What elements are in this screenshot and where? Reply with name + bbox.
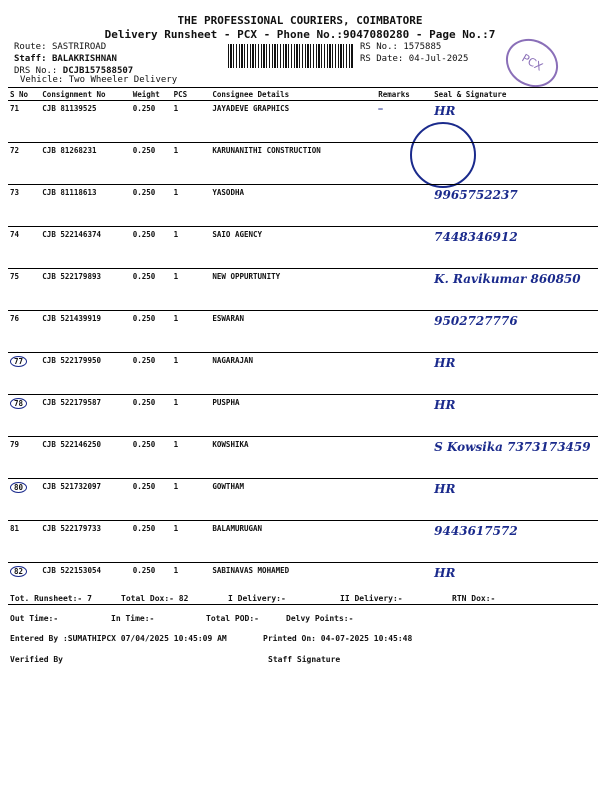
- in-time: In Time:-: [111, 614, 155, 623]
- signature-cell-text: 7448346912: [434, 230, 518, 244]
- sno-cell: [8, 143, 40, 185]
- sno-cell-text: 78: [10, 398, 27, 409]
- col-signature: Seal & Signature: [432, 88, 598, 101]
- vehicle: Vehicle: Two Wheeler Delivery: [20, 75, 178, 85]
- consignment-cell: [40, 353, 130, 395]
- total-pod: Total POD:-: [206, 614, 259, 623]
- consignee-cell-text: KOWSHIKA: [212, 440, 249, 449]
- signature-cell-text: HR: [434, 104, 456, 118]
- consignee-cell-text: PUSPHA: [212, 398, 240, 407]
- table-row: [8, 101, 598, 143]
- rs-no-value: 1575885: [403, 42, 442, 52]
- consignee-cell: [210, 311, 376, 353]
- signature-cell: [432, 185, 598, 227]
- remarks-cell: [376, 227, 432, 269]
- rtn-dox: RTN Dox:-: [452, 594, 496, 603]
- sno-cell: [8, 395, 40, 437]
- table-row: [8, 353, 598, 395]
- pcs-cell: [172, 101, 211, 143]
- weight-cell-text: 0.250: [132, 314, 156, 323]
- sno-cell: [8, 353, 40, 395]
- weight-cell-text: 0.250: [132, 188, 156, 197]
- consignment-cell-text: CJB 522179893: [42, 272, 101, 281]
- consignee-cell: [210, 521, 376, 563]
- sno-cell-text: 76: [10, 314, 20, 323]
- pcs-cell: [172, 521, 211, 563]
- table-row: [8, 521, 598, 563]
- weight-cell-text: 0.250: [132, 440, 156, 449]
- consignment-cell-text: CJB 521439919: [42, 314, 101, 323]
- consignee-cell: [210, 437, 376, 479]
- signature-cell-text: K. Ravikumar 860850: [434, 272, 581, 286]
- signature-cell: [432, 353, 598, 395]
- col-sno: S No: [8, 88, 40, 101]
- consignment-cell-text: CJB 522146250: [42, 440, 101, 449]
- pcs-cell: [172, 479, 211, 521]
- table-row: [8, 227, 598, 269]
- staff-signature: Staff Signature: [268, 655, 341, 664]
- pcs-cell-text: 1: [173, 482, 179, 491]
- signature-cell: [432, 143, 598, 185]
- remarks-cell: [376, 479, 432, 521]
- col-remarks: Remarks: [376, 88, 432, 101]
- signature-cell: [432, 227, 598, 269]
- pcs-cell-text: 1: [173, 440, 179, 449]
- weight-cell: [131, 143, 172, 185]
- consignment-cell-text: CJB 522146374: [42, 230, 101, 239]
- table-row: [8, 395, 598, 437]
- signature-cell: [432, 101, 598, 143]
- pcs-cell-text: 1: [173, 272, 179, 281]
- remarks-cell: [376, 437, 432, 479]
- table-header-row: [8, 88, 598, 101]
- pcs-cell: [172, 395, 211, 437]
- remarks-cell: [376, 185, 432, 227]
- table-row: [8, 437, 598, 479]
- consignee-cell-text: GOWTHAM: [212, 482, 244, 491]
- consignment-cell: [40, 269, 130, 311]
- consignment-cell-text: CJB 522179733: [42, 524, 101, 533]
- rs-no-label: RS No.:: [360, 42, 398, 52]
- consignee-cell-text: JAYADEVE GRAPHICS: [212, 104, 290, 113]
- consignee-cell-text: BALAMURUGAN: [212, 524, 263, 533]
- consignee-cell: [210, 269, 376, 311]
- company-title: THE PROFESSIONAL COURIERS, COIMBATORE: [177, 14, 423, 27]
- rs-date-value: 04-Jul-2025: [408, 54, 469, 64]
- signature-cell-text: HR: [434, 398, 456, 412]
- weight-cell: [131, 101, 172, 143]
- weight-cell: [131, 353, 172, 395]
- drs-label: DRS No.:: [14, 66, 58, 76]
- pcs-cell-text: 1: [173, 566, 179, 575]
- remarks-cell: [376, 395, 432, 437]
- sno-cell-text: 81: [10, 524, 20, 533]
- pcs-cell: [172, 437, 211, 479]
- entered-by: Entered By :SUMATHIPCX 07/04/2025 10:45:09 AM: [10, 634, 227, 643]
- consignment-cell: [40, 311, 130, 353]
- signature-cell-text: 9965752237: [434, 188, 518, 202]
- remarks-cell: [376, 353, 432, 395]
- consignment-cell-text: CJB 81268231: [42, 146, 97, 155]
- pcs-cell: [172, 269, 211, 311]
- consignee-cell: [210, 185, 376, 227]
- weight-cell-text: 0.250: [132, 146, 156, 155]
- table-row: [8, 269, 598, 311]
- ii-delivery: II Delivery:-: [340, 594, 403, 603]
- col-consignee: Consignee Details: [210, 88, 376, 101]
- weight-cell: [131, 269, 172, 311]
- sno-cell: [8, 227, 40, 269]
- route-value: SASTRIROAD: [51, 42, 107, 52]
- signature-cell: [432, 479, 598, 521]
- signature-cell: [432, 311, 598, 353]
- pcs-cell: [172, 185, 211, 227]
- weight-cell: [131, 479, 172, 521]
- consignment-cell: [40, 143, 130, 185]
- verified-by: Verified By: [10, 655, 63, 664]
- tot-runsheet: Tot. Runsheet:- 7: [10, 594, 92, 603]
- sno-cell-text: 73: [10, 188, 20, 197]
- pcs-cell-text: 1: [173, 356, 179, 365]
- weight-cell-text: 0.250: [132, 104, 156, 113]
- weight-cell-text: 0.250: [132, 230, 156, 239]
- consignee-cell: [210, 353, 376, 395]
- signature-cell-text: S Kowsika 7373173459: [434, 440, 591, 454]
- i-delivery: I Delivery:-: [228, 594, 286, 603]
- weight-cell-text: 0.250: [132, 398, 156, 407]
- consignee-cell-text: ESWARAN: [212, 314, 244, 323]
- pcs-cell-text: 1: [173, 524, 179, 533]
- consignment-cell-text: CJB 522179587: [42, 398, 101, 407]
- signature-cell-text: 9502727776: [434, 314, 518, 328]
- staff-value: BALAKRISHNAN: [51, 54, 117, 64]
- consignment-cell: [40, 185, 130, 227]
- col-weight: Weight: [131, 88, 172, 101]
- remarks-cell: [376, 143, 432, 185]
- consignment-cell-text: CJB 522179950: [42, 356, 101, 365]
- sno-cell-text: 74: [10, 230, 20, 239]
- sno-cell: [8, 437, 40, 479]
- pcx-stamp: PCX: [497, 30, 567, 97]
- consignment-cell: [40, 479, 130, 521]
- pcs-cell: [172, 311, 211, 353]
- sno-cell-text: 75: [10, 272, 20, 281]
- weight-cell: [131, 227, 172, 269]
- weight-cell-text: 0.250: [132, 566, 156, 575]
- consignment-cell: [40, 101, 130, 143]
- sno-cell: [8, 101, 40, 143]
- staff-label: Staff:: [14, 54, 47, 64]
- signature-cell-text: 9443617572: [434, 524, 518, 538]
- signature-cell: [432, 437, 598, 479]
- signature-cell-text: HR: [434, 566, 456, 580]
- consignment-cell: [40, 395, 130, 437]
- pcs-cell: [172, 227, 211, 269]
- signature-cell-text: HR: [434, 482, 456, 496]
- consignee-cell: [210, 395, 376, 437]
- sno-cell: [8, 269, 40, 311]
- consignee-cell: [210, 101, 376, 143]
- consignee-cell-text: SABINAVAS MOHAMED: [212, 566, 290, 575]
- consignee-cell: [210, 479, 376, 521]
- consignee-cell-text: NEW OPPURTUNITY: [212, 272, 281, 281]
- consignment-cell: [40, 521, 130, 563]
- route: [14, 42, 106, 52]
- runsheet-title: Delivery Runsheet - PCX - Phone No.:9047080280 - Page No.:7: [104, 28, 496, 41]
- remarks-cell-text: —: [378, 104, 383, 113]
- drs-value: DCJB157588507: [62, 66, 134, 76]
- weight-cell: [131, 395, 172, 437]
- table-row: [8, 143, 598, 185]
- sno-cell-text: 79: [10, 440, 20, 449]
- out-time: Out Time:-: [10, 614, 59, 623]
- pcs-cell-text: 1: [173, 146, 179, 155]
- consignee-cell-text: YASODHA: [212, 188, 244, 197]
- sno-cell-text: 77: [10, 356, 27, 367]
- sno-cell-text: 72: [10, 146, 20, 155]
- weight-cell-text: 0.250: [132, 524, 156, 533]
- consignment-cell: [40, 227, 130, 269]
- printed-on: Printed On: 04-07-2025 10:45:48: [263, 634, 413, 643]
- consignment-cell: [40, 437, 130, 479]
- weight-cell: [131, 437, 172, 479]
- rs-no: [360, 42, 441, 52]
- runsheet-table: [8, 87, 598, 605]
- signature-cell-text: HR: [434, 356, 456, 370]
- pcs-cell-text: 1: [173, 398, 179, 407]
- sno-cell: [8, 479, 40, 521]
- sno-cell-text: 80: [10, 482, 27, 493]
- consignment-cell-text: CJB 522153054: [42, 566, 101, 575]
- route-label: Route:: [14, 42, 47, 52]
- weight-cell: [131, 521, 172, 563]
- consignee-cell: [210, 143, 376, 185]
- pcs-cell: [172, 143, 211, 185]
- barcode-graphic: [228, 44, 354, 68]
- pcs-cell-text: 1: [173, 230, 179, 239]
- remarks-cell: [376, 101, 432, 143]
- weight-cell-text: 0.250: [132, 356, 156, 365]
- pcs-cell-text: 1: [173, 188, 179, 197]
- sno-cell: [8, 521, 40, 563]
- remarks-cell: [376, 269, 432, 311]
- weight-cell: [131, 311, 172, 353]
- table-row: [8, 479, 598, 521]
- pcs-cell: [172, 353, 211, 395]
- table-row: [8, 563, 598, 605]
- sno-cell-text: 82: [10, 566, 27, 577]
- remarks-cell: [376, 521, 432, 563]
- consignment-cell-text: CJB 521732097: [42, 482, 101, 491]
- weight-cell: [131, 185, 172, 227]
- col-consignment: Consignment No: [40, 88, 130, 101]
- pcs-cell-text: 1: [173, 104, 179, 113]
- staff: [14, 54, 117, 64]
- weight-cell-text: 0.250: [132, 272, 156, 281]
- sno-cell: [8, 311, 40, 353]
- col-pcs: PCS: [172, 88, 211, 101]
- consignee-cell: [210, 227, 376, 269]
- signature-cell: [432, 395, 598, 437]
- total-dox: Total Dox:- 82: [121, 594, 189, 603]
- consignee-cell-text: NAGARAJAN: [212, 356, 254, 365]
- table-row: [8, 185, 598, 227]
- sno-cell-text: 71: [10, 104, 20, 113]
- consignee-cell-text: KARUNANITHI CONSTRUCTION: [212, 146, 321, 155]
- weight-cell-text: 0.250: [132, 482, 156, 491]
- signature-cell: [432, 269, 598, 311]
- consignment-cell-text: CJB 81118613: [42, 188, 97, 197]
- remarks-cell: [376, 311, 432, 353]
- pcs-cell-text: 1: [173, 314, 179, 323]
- table-row: [8, 311, 598, 353]
- sno-cell: [8, 185, 40, 227]
- consignment-cell-text: CJB 81139525: [42, 104, 97, 113]
- rs-date-label: RS Date:: [360, 54, 404, 64]
- signature-cell: [432, 521, 598, 563]
- rs-date: [360, 54, 468, 64]
- delvy-points: Delvy Points:-: [286, 614, 354, 623]
- consignee-cell-text: SAIO AGENCY: [212, 230, 263, 239]
